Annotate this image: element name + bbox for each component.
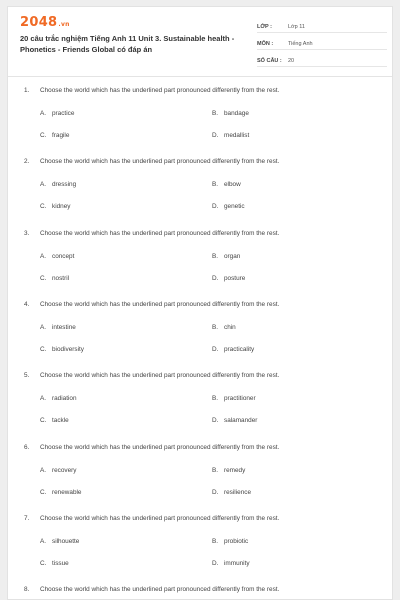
option-word: biodiversity: [52, 345, 84, 353]
question-number: 4.: [24, 300, 30, 308]
answer-option[interactable]: [40, 253, 74, 260]
answer-option[interactable]: [212, 324, 236, 331]
option-letter: D.: [212, 417, 219, 425]
question-number: 3.: [24, 229, 30, 237]
option-word: intestine: [52, 323, 76, 331]
option-letter: C.: [40, 132, 47, 139]
question-prompt: Choose the world which has the underlined part pronounced differently from the rest.: [40, 514, 280, 522]
option-letter: C.: [40, 345, 47, 353]
option-word: resilience: [224, 488, 251, 496]
option-letter: A.: [40, 466, 47, 474]
option-letter: D.: [212, 559, 219, 567]
question-item: [8, 152, 392, 222]
option-letter: A.: [40, 395, 47, 403]
header-divider: [8, 76, 392, 77]
option-letter: D.: [212, 274, 219, 282]
option-word: practitioner: [224, 395, 256, 403]
question-number: 1.: [24, 87, 30, 94]
answer-option[interactable]: [40, 489, 82, 496]
answer-option[interactable]: [212, 132, 249, 139]
option-word: remedy: [224, 466, 246, 474]
question-prompt: Choose the world which has the underlined part pronounced differently from the rest.: [40, 372, 280, 380]
option-word: bandage: [224, 110, 249, 117]
question-prompt: Choose the world which has the underlined part pronounced differently from the rest.: [40, 443, 280, 451]
option-word: concept: [52, 252, 75, 260]
answer-option[interactable]: [40, 324, 76, 331]
answer-option[interactable]: [40, 560, 69, 567]
question-item: [8, 366, 392, 436]
question-item: [8, 81, 392, 151]
answer-option[interactable]: [212, 110, 249, 117]
option-letter: D.: [212, 488, 219, 496]
answer-option[interactable]: [40, 132, 69, 139]
option-letter: B.: [212, 466, 219, 474]
answer-option[interactable]: [40, 346, 84, 353]
answer-option[interactable]: [40, 110, 74, 117]
question-text: [24, 87, 279, 94]
option-word: kidney: [52, 203, 71, 211]
option-letter: B.: [212, 323, 219, 331]
option-word: tackle: [52, 417, 69, 425]
option-word: nostril: [52, 274, 70, 282]
option-word: radiation: [52, 395, 77, 403]
question-prompt: Choose the world which has the underlined part pronounced differently from the rest.: [40, 300, 280, 308]
option-letter: A.: [40, 537, 47, 545]
answer-option[interactable]: [212, 253, 240, 260]
answer-option[interactable]: [212, 275, 245, 282]
question-text: [24, 515, 279, 522]
question-text: [24, 158, 279, 165]
meta-subject: MÔN : Tiếng Anh: [257, 36, 387, 50]
question-item: [8, 509, 392, 579]
question-number: 6.: [24, 443, 30, 451]
option-word: salamander: [224, 417, 258, 425]
question-item: [8, 580, 392, 600]
meta-question-count: SỐ CÂU : 20: [257, 53, 387, 67]
option-word: tissue: [52, 559, 69, 567]
answer-option[interactable]: [212, 395, 256, 402]
option-word: probiotic: [224, 537, 249, 545]
answer-option[interactable]: [212, 467, 245, 474]
answer-option[interactable]: [40, 538, 79, 545]
answer-option[interactable]: [212, 560, 250, 567]
option-word: fragile: [52, 132, 70, 139]
question-number: 7.: [24, 514, 30, 522]
question-text: [24, 301, 279, 308]
answer-option[interactable]: [212, 181, 241, 188]
option-letter: A.: [40, 323, 47, 331]
document-meta: [257, 19, 387, 70]
question-item: [8, 295, 392, 365]
option-word: immunity: [224, 559, 250, 567]
answer-option[interactable]: [40, 395, 77, 402]
option-letter: C.: [40, 274, 47, 282]
question-number: 8.: [24, 586, 30, 594]
answer-option[interactable]: [212, 203, 245, 210]
question-prompt: Choose the world which has the underlined part pronounced differently from the rest.: [40, 586, 280, 594]
answer-option[interactable]: [40, 181, 76, 188]
question-number: 5.: [24, 372, 30, 380]
answer-option[interactable]: [212, 417, 257, 424]
option-word: practicality: [224, 345, 255, 353]
option-word: posture: [224, 274, 246, 282]
worksheet-page: [7, 6, 393, 600]
answer-option[interactable]: [212, 346, 254, 353]
question-number: 2.: [24, 158, 30, 166]
answer-option[interactable]: [212, 538, 248, 545]
option-word: silhouette: [52, 537, 80, 545]
meta-class: LỚP : Lớp 11: [257, 19, 387, 33]
option-word: organ: [224, 252, 241, 260]
question-item: [8, 224, 392, 294]
option-letter: C.: [40, 488, 47, 496]
question-item: [8, 438, 392, 508]
option-word: genetic: [224, 203, 245, 211]
worksheet-header: [8, 7, 392, 69]
option-letter: B.: [212, 537, 219, 545]
option-letter: D.: [212, 132, 219, 139]
option-word: recovery: [52, 466, 77, 474]
option-letter: D.: [212, 345, 219, 353]
answer-option[interactable]: [40, 467, 77, 474]
option-word: practice: [52, 110, 75, 117]
question-prompt: Choose the world which has the underlined part pronounced differently from the rest.: [40, 87, 280, 94]
document-title: 20 câu trắc nghiệm Tiếng Anh 11 Unit 3. Sustainable health - Phonetics - Friends Global có đáp án: [20, 34, 235, 54]
option-letter: B.: [212, 395, 219, 403]
answer-option[interactable]: [40, 275, 69, 282]
question-prompt: Choose the world which has the underlined part pronounced differently from the rest.: [40, 158, 280, 166]
answer-option[interactable]: [40, 203, 70, 210]
question-text: [24, 444, 279, 451]
site-logo[interactable]: 2048.vn: [20, 15, 70, 30]
option-letter: C.: [40, 417, 47, 425]
option-letter: A.: [40, 110, 47, 117]
option-letter: C.: [40, 559, 47, 567]
option-letter: B.: [212, 252, 219, 260]
option-word: medallist: [224, 132, 250, 139]
option-word: elbow: [224, 181, 241, 189]
question-text: [24, 372, 279, 379]
option-letter: B.: [212, 181, 219, 189]
question-text: [24, 230, 279, 237]
option-word: chin: [224, 323, 236, 331]
option-word: dressing: [52, 181, 77, 189]
option-word: renewable: [52, 488, 82, 496]
option-letter: A.: [40, 181, 47, 189]
option-letter: A.: [40, 252, 47, 260]
answer-option[interactable]: [40, 417, 69, 424]
answer-option[interactable]: [212, 489, 251, 496]
option-letter: B.: [212, 110, 219, 117]
option-letter: C.: [40, 203, 47, 211]
question-text: [24, 586, 279, 593]
option-letter: D.: [212, 203, 219, 211]
question-prompt: Choose the world which has the underlined part pronounced differently from the rest.: [40, 229, 280, 237]
